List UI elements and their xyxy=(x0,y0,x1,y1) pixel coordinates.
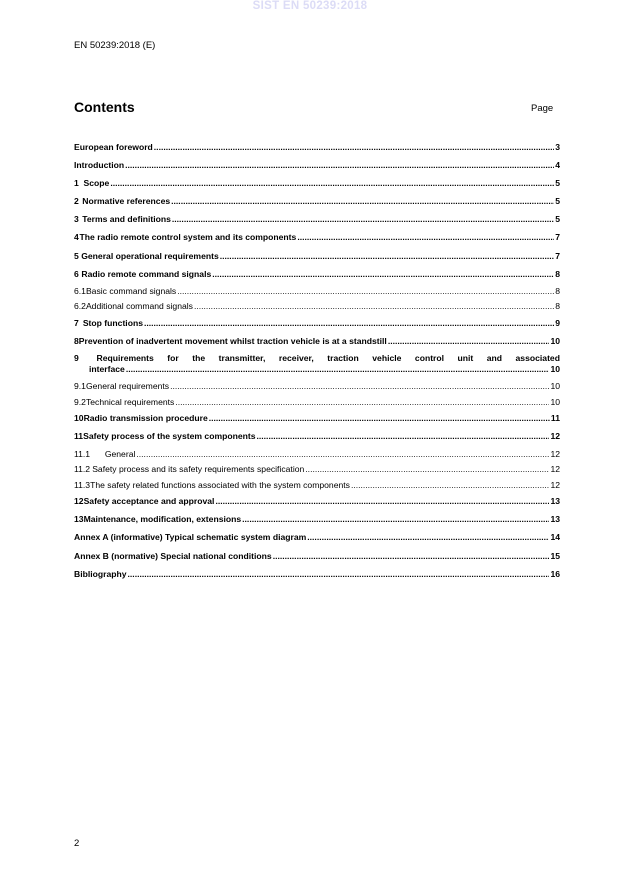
toc-entry[interactable] xyxy=(74,464,560,475)
toc-leader-dots xyxy=(125,159,554,171)
toc-entry-page: 12 xyxy=(550,431,560,442)
toc-entry[interactable] xyxy=(74,550,560,562)
toc-leader-dots xyxy=(209,412,550,424)
toc-entry-title-word: receiver, xyxy=(278,353,314,364)
toc-entry-title: Annex A (informative) Typical schematic system diagram xyxy=(74,532,307,543)
toc-entry-title: Radio transmission procedure xyxy=(83,413,208,424)
toc-entry-title: Safety acceptance and approval xyxy=(83,496,215,507)
toc-entry-page: 11 xyxy=(550,413,560,424)
toc-entry-title-word: and xyxy=(486,353,503,364)
contents-title: Contents xyxy=(74,99,135,115)
watermark: SIST EN 50239:2018 xyxy=(252,0,368,12)
toc-entry-title-word: Requirements xyxy=(96,353,154,364)
toc-leader-dots xyxy=(220,250,554,262)
toc-entry-number: 11 xyxy=(74,431,84,442)
toc-entry[interactable] xyxy=(74,159,560,171)
toc-leader-dots xyxy=(175,397,549,408)
toc-entry-number: 7 xyxy=(74,317,79,328)
toc-entry-title: Additional command signals xyxy=(85,301,193,312)
toc-entry[interactable] xyxy=(74,213,560,225)
toc-entry-number: 9 xyxy=(74,353,79,364)
toc-entry-number: 5 xyxy=(74,250,79,261)
toc-entry-number: 4 xyxy=(74,232,79,243)
toc-entry-page: 13 xyxy=(550,514,560,525)
toc-entry[interactable] xyxy=(74,286,560,297)
document-id: EN 50239:2018 (E) xyxy=(74,40,156,51)
toc-entry-number: 2 xyxy=(74,196,79,207)
toc-entry[interactable] xyxy=(74,141,560,153)
toc-leader-dots xyxy=(257,430,550,442)
toc-entry-title: Terms and definitions xyxy=(82,214,171,225)
toc-entry-page: 10 xyxy=(550,381,560,392)
toc-entry-title-word: transmitter, xyxy=(218,353,266,364)
toc-entry-title: Normative references xyxy=(82,196,171,207)
toc-entry-page: 7 xyxy=(555,232,560,243)
toc-leader-dots xyxy=(136,449,549,460)
toc-entry[interactable] xyxy=(74,177,560,189)
toc-entry-page: 13 xyxy=(550,496,560,507)
toc-entry-number: 11.2 xyxy=(74,464,91,475)
toc-entry-number: 11.1 xyxy=(74,448,91,459)
toc-entry-number: 11.3 xyxy=(74,479,91,490)
toc-entry-page: 3 xyxy=(555,142,560,152)
toc-entry[interactable] xyxy=(74,412,560,424)
toc-entry-title-word: for xyxy=(167,353,179,364)
toc-entry-title: General requirements xyxy=(85,381,170,392)
toc-entry-title-word: associated xyxy=(515,353,560,364)
toc-entry-page: 5 xyxy=(555,196,560,207)
toc-entry[interactable] xyxy=(74,381,560,392)
toc-entry-number: 9.2 xyxy=(74,396,86,407)
toc-entry-title: The radio remote control system and its components xyxy=(79,232,297,243)
toc-entry[interactable] xyxy=(74,430,560,442)
toc-leader-dots xyxy=(171,195,554,207)
toc-entry[interactable] xyxy=(74,301,560,312)
toc-entry-page: 12 xyxy=(550,448,560,459)
toc-entry-number: 3 xyxy=(74,214,79,225)
toc-leader-dots xyxy=(110,177,554,189)
toc-entry-number: 13 xyxy=(74,514,84,525)
toc-leader-dots xyxy=(194,301,554,312)
toc-entry-title: Prevention of inadvertent movement whilst traction vehicle is at a standstill xyxy=(78,336,387,347)
toc-leader-dots xyxy=(144,317,554,329)
toc-entry-page: 4 xyxy=(555,160,560,171)
toc-entry-title: Safety process of the system components xyxy=(83,431,256,442)
toc-entry[interactable] xyxy=(74,353,560,375)
toc-entry-title: Safety process and its safety requirements specification xyxy=(92,464,305,475)
toc-leader-dots xyxy=(273,550,550,562)
toc-entry-page: 12 xyxy=(550,464,560,475)
toc-entry[interactable] xyxy=(74,317,560,329)
toc-entry-number: 8 xyxy=(74,336,79,347)
toc-leader-dots xyxy=(212,268,554,280)
toc-entry-title: Bibliography xyxy=(74,568,127,579)
toc-leader-dots xyxy=(154,141,554,153)
toc-entry-title: Introduction xyxy=(74,160,125,171)
toc-entry-title: Annex B (normative) Special national conditions xyxy=(74,550,272,561)
toc-entry-title: Maintenance, modification, extensions xyxy=(83,514,242,525)
toc-entry-title-word: the xyxy=(192,353,206,364)
toc-entry-title: General operational requirements xyxy=(81,250,219,261)
toc-entry[interactable] xyxy=(74,397,560,408)
toc-entry[interactable] xyxy=(74,495,560,507)
toc-entry-number: 6.1 xyxy=(74,285,86,296)
toc-entry-number: 1 xyxy=(74,178,79,189)
toc-entry-title: European foreword xyxy=(74,142,153,152)
toc-leader-dots xyxy=(242,513,549,525)
toc-leader-dots xyxy=(351,480,549,491)
toc-entry-page: 15 xyxy=(550,550,560,561)
toc-entry[interactable] xyxy=(74,480,560,491)
toc-leader-dots xyxy=(305,464,549,475)
toc-entry-title: The safety related functions associated with the system components xyxy=(90,479,350,490)
toc-leader-dots xyxy=(170,381,549,392)
toc-entry[interactable] xyxy=(74,449,560,460)
toc-entry-number: 6 xyxy=(74,268,79,279)
toc-entry-title-word: vehicle xyxy=(372,353,402,364)
table-of-contents xyxy=(74,141,560,586)
toc-entry-number: 10 xyxy=(74,413,84,424)
toc-entry[interactable] xyxy=(74,231,560,243)
toc-entry-page: 8 xyxy=(555,268,560,279)
toc-entry-page: 8 xyxy=(555,301,560,312)
toc-entry-page: 10 xyxy=(550,336,560,347)
toc-entry[interactable] xyxy=(74,513,560,525)
toc-entry[interactable] xyxy=(74,268,560,280)
toc-entry-title: Basic command signals xyxy=(85,285,177,296)
page-column-label: Page xyxy=(531,103,554,114)
toc-entry[interactable] xyxy=(74,335,560,347)
toc-entry-page: 10 xyxy=(550,396,560,407)
toc-entry-page: 5 xyxy=(555,178,560,189)
toc-leader-dots xyxy=(307,531,549,543)
toc-leader-dots xyxy=(126,364,550,375)
toc-entry-title: Technical requirements xyxy=(85,396,175,407)
toc-entry-title: Stop functions xyxy=(82,317,143,328)
toc-entry-page: 7 xyxy=(555,250,560,261)
toc-leader-dots xyxy=(215,495,549,507)
toc-entry-page: 5 xyxy=(555,214,560,225)
toc-entry-page: 10 xyxy=(550,364,560,375)
toc-leader-dots xyxy=(128,568,550,580)
toc-entry-number: 12 xyxy=(74,496,84,507)
toc-entry-title-word: unit xyxy=(457,353,474,364)
toc-entry-page: 12 xyxy=(550,479,560,490)
toc-entry[interactable] xyxy=(74,531,560,543)
toc-entry[interactable] xyxy=(74,568,560,580)
toc-entry-title-word: control xyxy=(414,353,445,364)
toc-entry-page: 14 xyxy=(550,532,560,543)
toc-entry[interactable] xyxy=(74,195,560,207)
toc-entry-page: 9 xyxy=(555,317,560,328)
toc-entry-title: interface xyxy=(89,364,125,375)
toc-leader-dots xyxy=(297,231,554,243)
toc-entry-page: 16 xyxy=(550,568,560,579)
toc-leader-dots xyxy=(172,213,554,225)
toc-entry-title: Scope xyxy=(83,178,110,189)
toc-entry[interactable] xyxy=(74,250,560,262)
toc-leader-dots xyxy=(388,335,550,347)
toc-entry-title: Radio remote command signals xyxy=(81,268,212,279)
toc-entry-number: 6.2 xyxy=(74,301,86,312)
toc-entry-title-word: traction xyxy=(327,353,359,364)
toc-leader-dots xyxy=(177,286,554,297)
toc-entry-number: 9.1 xyxy=(74,381,86,392)
footer-page-number: 2 xyxy=(74,838,80,849)
toc-entry-title: General xyxy=(104,448,136,459)
toc-entry-page: 8 xyxy=(555,285,560,296)
